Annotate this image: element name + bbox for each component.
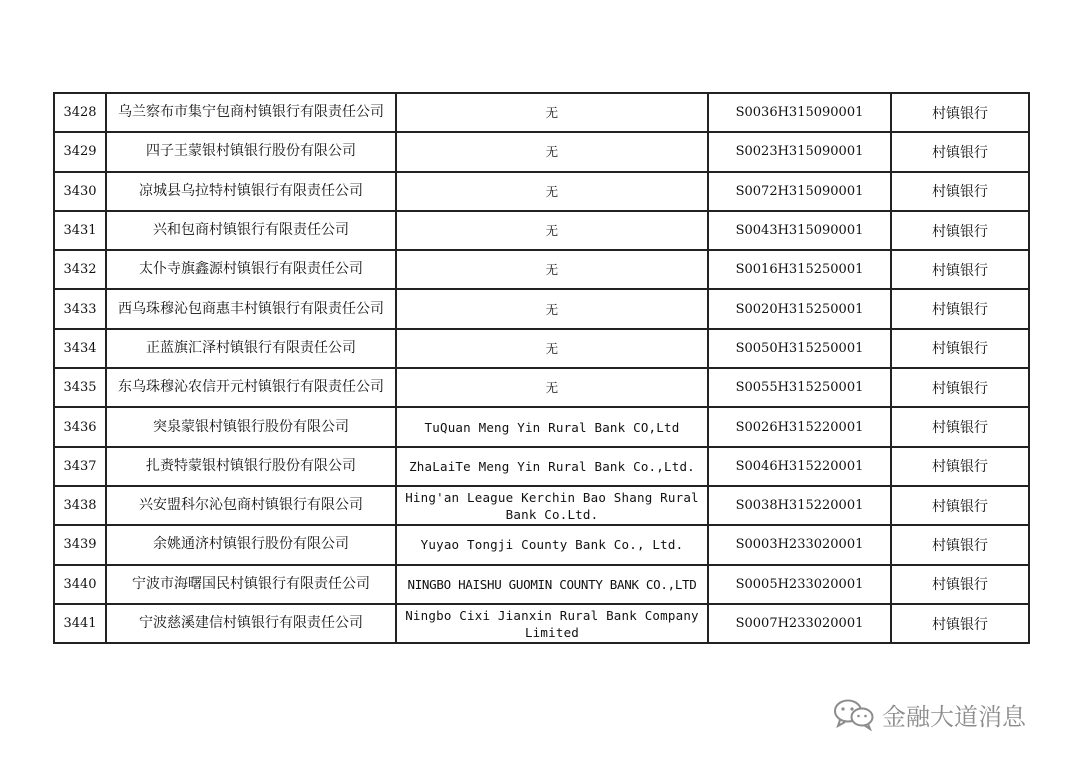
institution-type: 村镇银行	[932, 459, 988, 476]
institution-type-cell	[891, 250, 1029, 289]
institution-code: S0038H315220001	[735, 498, 864, 514]
institution-type: 村镇银行	[932, 302, 988, 319]
table-row	[54, 368, 1029, 407]
bank-name-en: 无	[545, 105, 559, 121]
bank-name-en-cell	[396, 368, 708, 407]
institution-type: 村镇银行	[932, 341, 988, 358]
institution-code-cell	[708, 486, 891, 525]
row-number-cell	[54, 407, 106, 446]
institution-type-cell	[891, 604, 1029, 643]
row-number: 3437	[63, 458, 97, 474]
bank-name-zh-cell	[106, 211, 396, 250]
bank-name-zh: 四子王蒙银村镇银行股份有限公司	[146, 143, 356, 160]
bank-name-en-cell	[396, 604, 708, 643]
institution-code: S0003H233020001	[735, 537, 864, 553]
row-number: 3429	[63, 144, 97, 160]
bank-name-zh: 兴和包商村镇银行有限责任公司	[153, 222, 349, 239]
bank-name-zh: 凉城县乌拉特村镇银行有限责任公司	[139, 182, 363, 199]
bank-name-zh: 突泉蒙银村镇银行股份有限公司	[153, 418, 349, 435]
institution-code-cell	[708, 525, 891, 564]
row-number: 3441	[63, 616, 97, 631]
bank-name-zh-cell	[106, 93, 396, 132]
table-row	[54, 329, 1029, 368]
institution-code-cell	[708, 447, 891, 486]
bank-name-en-cell	[396, 132, 708, 171]
row-number: 3432	[63, 262, 97, 278]
institution-code-cell	[708, 172, 891, 211]
bank-name-zh-cell	[106, 604, 396, 643]
bank-name-en-cell	[396, 565, 708, 604]
institution-code: S0026H315220001	[735, 419, 864, 435]
bank-name-zh-cell	[106, 407, 396, 446]
row-number: 3435	[63, 380, 97, 396]
bank-name-zh-cell	[106, 250, 396, 289]
bank-name-en-cell	[396, 525, 708, 564]
row-number: 3440	[63, 576, 97, 592]
table-body	[54, 93, 1029, 643]
bank-name-en: 无	[545, 223, 559, 239]
row-number: 3430	[63, 183, 97, 199]
bank-name-en: 无	[545, 301, 559, 317]
row-number-cell	[54, 289, 106, 328]
row-number: 3439	[63, 537, 97, 553]
institution-code-cell	[708, 211, 891, 250]
bank-name-zh: 西乌珠穆沁包商惠丰村镇银行有限责任公司	[118, 300, 384, 317]
institution-type-cell	[891, 525, 1029, 564]
institution-type-cell	[891, 289, 1029, 328]
table-row	[54, 172, 1029, 211]
row-number-cell	[54, 132, 106, 171]
institution-type: 村镇银行	[932, 223, 988, 240]
bank-name-en-cell	[396, 486, 708, 525]
bank-name-zh-cell	[106, 132, 396, 171]
institution-code: S0043H315090001	[735, 223, 864, 239]
bank-name-en-cell	[396, 289, 708, 328]
row-number: 3431	[63, 223, 97, 239]
row-number-cell	[54, 93, 106, 132]
bank-name-zh: 乌兰察布市集宁包商村镇银行有限责任公司	[118, 104, 384, 121]
table-row	[54, 93, 1029, 132]
institution-code: S0055H315250001	[735, 380, 864, 396]
row-number: 3438	[63, 498, 97, 514]
row-number-cell	[54, 211, 106, 250]
institution-code: S0050H315250001	[735, 340, 864, 356]
table-row	[54, 407, 1029, 446]
institution-code-cell	[708, 289, 891, 328]
row-number-cell	[54, 447, 106, 486]
institution-code: S0072H315090001	[735, 183, 864, 199]
bank-name-en: Yuyao Tongji County Bank Co., Ltd.	[420, 537, 684, 553]
institution-type: 村镇银行	[932, 105, 988, 122]
institution-type-cell	[891, 172, 1029, 211]
bank-name-zh-cell	[106, 289, 396, 328]
institution-code: S0036H315090001	[735, 105, 864, 121]
institution-code: S0023H315090001	[735, 144, 864, 160]
bank-name-en: TuQuan Meng Yin Rural Bank CO,Ltd	[424, 419, 680, 435]
table-row	[54, 250, 1029, 289]
bank-name-en: 无	[545, 183, 559, 199]
bank-name-en-cell	[396, 447, 708, 486]
bank-name-en-cell	[396, 93, 708, 132]
bank-name-zh: 宁波慈溪建信村镇银行有限责任公司	[139, 615, 363, 631]
bank-name-en: NINGBO HAISHU GUOMIN COUNTY BANK CO.,LTD	[407, 576, 697, 592]
bank-name-en-cell	[396, 172, 708, 211]
row-number-cell	[54, 525, 106, 564]
bank-name-zh-cell	[106, 172, 396, 211]
bank-name-en: 无	[545, 144, 559, 160]
row-number: 3428	[63, 105, 97, 121]
bank-name-zh: 扎赉特蒙银村镇银行股份有限公司	[146, 457, 356, 474]
bank-name-zh-cell	[106, 525, 396, 564]
bank-name-en: Ningbo Cixi Jianxin Rural Bank Company Limited	[405, 607, 699, 640]
row-number-cell	[54, 368, 106, 407]
institution-code-cell	[708, 604, 891, 643]
bank-name-zh-cell	[106, 368, 396, 407]
row-number-cell	[54, 172, 106, 211]
bank-name-zh: 余姚通济村镇银行股份有限公司	[153, 536, 349, 553]
institution-type-cell	[891, 407, 1029, 446]
bank-name-zh: 正蓝旗汇泽村镇银行有限责任公司	[146, 339, 356, 356]
wechat-icon	[832, 697, 876, 731]
bank-name-en: 无	[545, 262, 559, 278]
bank-name-zh: 兴安盟科尔沁包商村镇银行有限公司	[139, 497, 363, 514]
bank-name-zh-cell	[106, 447, 396, 486]
table-row	[54, 486, 1029, 525]
institution-type-cell	[891, 132, 1029, 171]
table-row	[54, 565, 1029, 604]
bank-name-zh: 宁波市海曙国民村镇银行有限责任公司	[132, 575, 370, 592]
bank-name-en-cell	[396, 250, 708, 289]
row-number-cell	[54, 604, 106, 643]
institution-type-cell	[891, 93, 1029, 132]
bank-name-en: ZhaLaiTe Meng Yin Rural Bank Co.,Ltd.	[409, 458, 695, 474]
bank-name-zh: 太仆寺旗鑫源村镇银行有限责任公司	[139, 261, 363, 278]
bank-name-zh-cell	[106, 486, 396, 525]
row-number: 3434	[63, 340, 97, 356]
institution-code-cell	[708, 250, 891, 289]
institution-code: S0005H233020001	[735, 576, 864, 592]
bank-name-en-cell	[396, 407, 708, 446]
institution-code: S0020H315250001	[735, 301, 864, 317]
institution-type-cell	[891, 368, 1029, 407]
row-number: 3433	[63, 301, 97, 317]
row-number-cell	[54, 250, 106, 289]
bank-registry-table	[53, 92, 1030, 644]
institution-code: S0016H315250001	[735, 262, 864, 278]
institution-type: 村镇银行	[932, 498, 988, 515]
institution-code-cell	[708, 407, 891, 446]
institution-type: 村镇银行	[932, 380, 988, 397]
institution-type: 村镇银行	[932, 537, 988, 554]
watermark	[832, 696, 1026, 732]
institution-type: 村镇银行	[932, 420, 988, 437]
bank-name-en: 无	[545, 340, 559, 356]
institution-type-cell	[891, 447, 1029, 486]
bank-name-zh-cell	[106, 565, 396, 604]
row-number-cell	[54, 329, 106, 368]
row-number: 3436	[63, 419, 97, 435]
bank-name-zh: 东乌珠穆沁农信开元村镇银行有限责任公司	[118, 379, 384, 396]
institution-type: 村镇银行	[932, 616, 988, 633]
table-row	[54, 604, 1029, 643]
table-row	[54, 289, 1029, 328]
row-number-cell	[54, 486, 106, 525]
institution-type-cell	[891, 211, 1029, 250]
institution-type-cell	[891, 329, 1029, 368]
bank-name-zh-cell	[106, 329, 396, 368]
institution-code: S0046H315220001	[735, 458, 864, 474]
institution-code-cell	[708, 565, 891, 604]
row-number-cell	[54, 565, 106, 604]
bank-name-en-cell	[396, 329, 708, 368]
bank-name-en-cell	[396, 211, 708, 250]
institution-type-cell	[891, 486, 1029, 525]
bank-name-en: 无	[545, 380, 559, 396]
institution-code-cell	[708, 132, 891, 171]
institution-code-cell	[708, 93, 891, 132]
table-row	[54, 132, 1029, 171]
institution-code: S0007H233020001	[735, 616, 864, 631]
table-row	[54, 211, 1029, 250]
institution-type: 村镇银行	[932, 184, 988, 201]
watermark-text: 金融大道消息	[882, 702, 1026, 731]
table-row	[54, 447, 1029, 486]
bank-name-en: Hing'an League Kerchin Bao Shang Rural Bank Co.Ltd.	[405, 489, 699, 522]
institution-code-cell	[708, 329, 891, 368]
table-row	[54, 525, 1029, 564]
institution-type: 村镇银行	[932, 262, 988, 279]
institution-code-cell	[708, 368, 891, 407]
institution-type: 村镇银行	[932, 577, 988, 594]
institution-type: 村镇银行	[932, 144, 988, 161]
institution-type-cell	[891, 565, 1029, 604]
